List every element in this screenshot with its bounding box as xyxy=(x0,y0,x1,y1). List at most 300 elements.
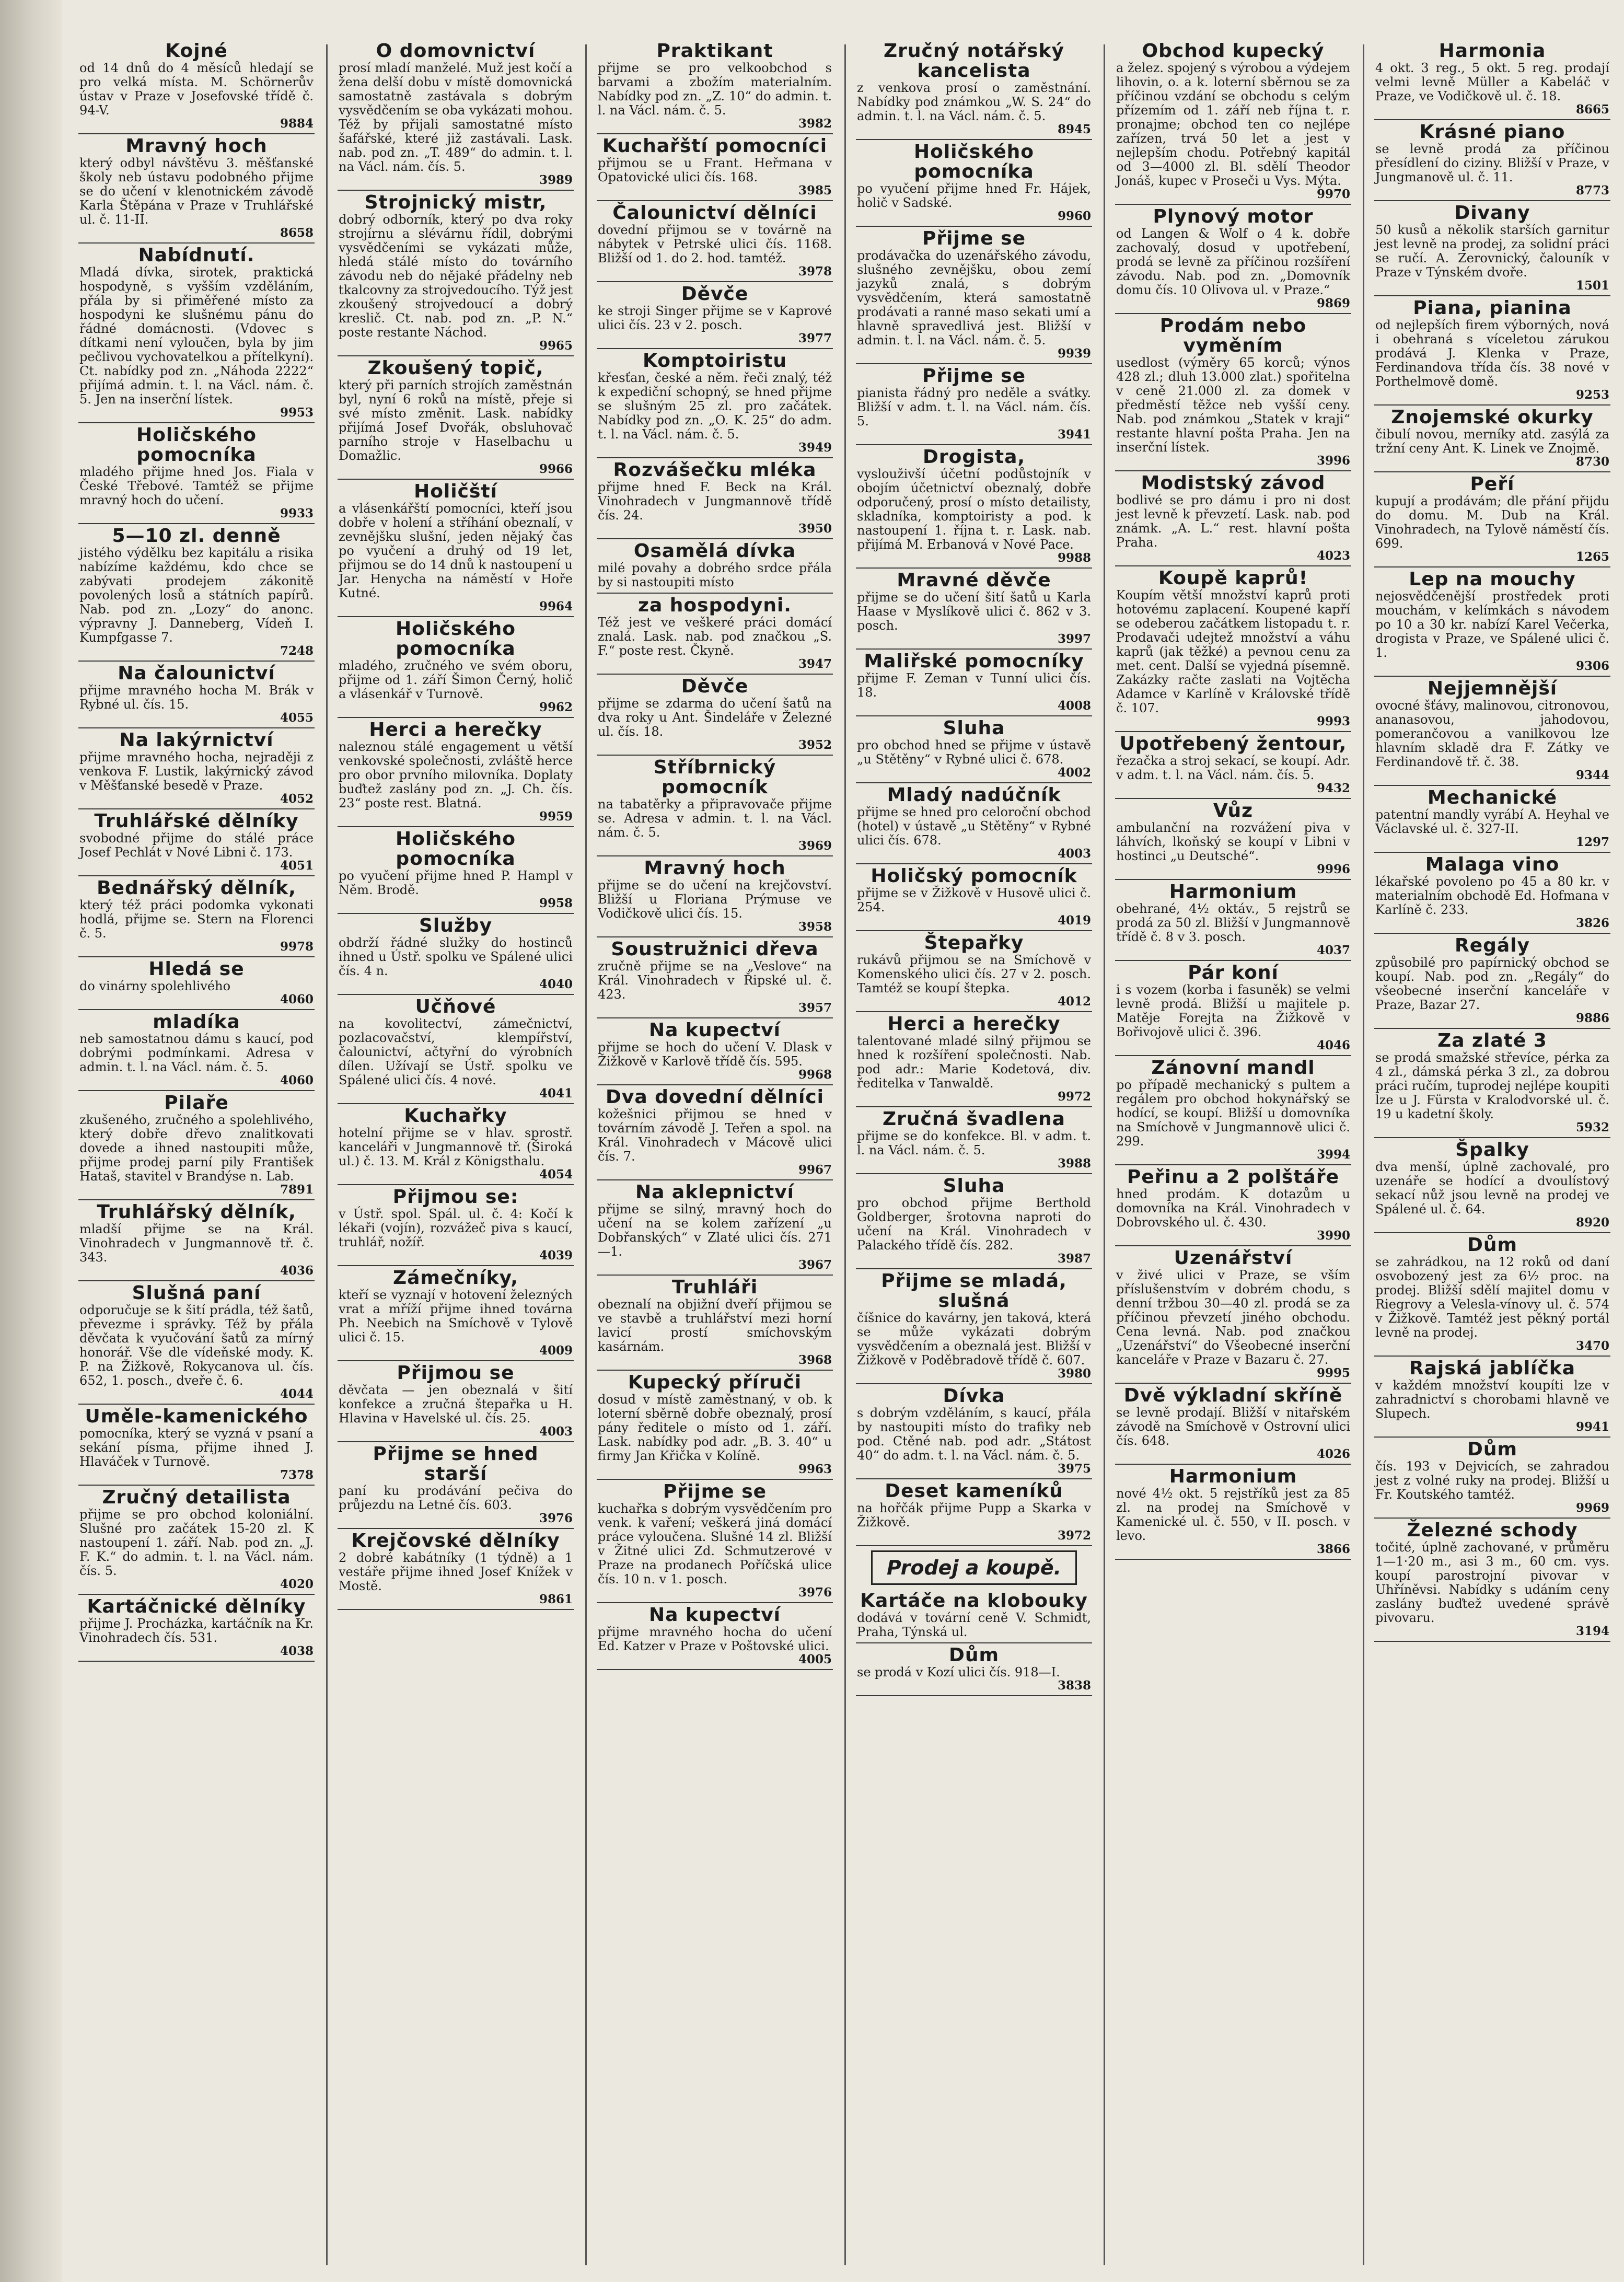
ad-number: 1265 xyxy=(1575,550,1609,564)
ad-heading: mladíka xyxy=(153,1011,240,1033)
ad-heading: Maliřské pomocníky xyxy=(864,651,1084,672)
ad-heading: Holičští xyxy=(414,481,497,502)
ad-number: 3972 xyxy=(1057,1528,1091,1543)
ad-heading: Zručný notářský kancelista xyxy=(884,40,1064,82)
ad-text: v každém množství koupíti lze v zahradnictví s chorobami hlavně ve Slupech. xyxy=(1375,1378,1609,1421)
classified-ad xyxy=(78,1281,315,1405)
ad-text: přijme hned F. Beck na Král. Vinohradech v Jungmannově třídě čís. 24. xyxy=(598,480,832,523)
ad-heading: Sluha xyxy=(943,717,1005,739)
classified-ad xyxy=(1374,1138,1610,1233)
ad-number: 4051 xyxy=(280,859,314,873)
ad-number: 3976 xyxy=(539,1511,573,1525)
classified-ad xyxy=(856,716,1092,783)
ad-text: se prodá smažské střevíce, pérka za 4 zl., dámská pérka 3 zl., za dobrou práci ručím, tuprodej nejlépe koupiti lze u J. Fürsta v Kralodvorské ul. č. 19 u kadetní školy. xyxy=(1375,1050,1609,1121)
ad-text: hotelní přijme se v hlav. sprostř. kanceláři v Jungmannově tř. (Široká ul.) č. 13. M. Král z Königsthalu. xyxy=(339,1126,573,1168)
ad-heading: Obchod kupecký xyxy=(1142,40,1325,62)
ad-number: 4003 xyxy=(1057,847,1091,861)
ad-heading: Piana, pianina xyxy=(1413,297,1572,319)
ad-number: 4020 xyxy=(280,1577,314,1591)
classified-ad xyxy=(1374,201,1610,296)
ad-heading: Čalounictví dělníci xyxy=(612,202,817,224)
ad-heading: Peřinu a 2 polštáře xyxy=(1127,1166,1340,1188)
ad-number: 3997 xyxy=(1057,632,1091,646)
ad-text: rukávů přijmou se na Smíchově v Komenského ulici čís. 27 v 2. posch. Tamtéž se koupí štepka. xyxy=(857,953,1091,995)
ad-text: děvčata — jen obeznalá v šití konfekce a zručná štepařka u H. Hlavina v Havelské ul. čís. 25. xyxy=(339,1383,573,1426)
classified-ad xyxy=(338,39,574,191)
ad-heading: Regály xyxy=(1454,935,1530,956)
ad-number: 8730 xyxy=(1575,455,1609,469)
ad-heading: Kojné xyxy=(165,40,228,62)
ad-text: jistého výdělku bez kapitálu a risika nabízíme každému, kdo chce se zabývati prodejem zákonitě povolených losů a státních papírů. Nab. pod zn. „Lozy“ do anonc. výpravny J. Danneberg, Vídeň I. Kumpfgasse 7. xyxy=(79,546,314,645)
ad-number: 9988 xyxy=(1057,551,1091,565)
ad-number: 3968 xyxy=(798,1353,832,1367)
ad-number: 3958 xyxy=(798,920,832,934)
ad-text: bodlivé se pro dámu i pro ni dost jest levně k převzetí. Lask. nab. pod známk. „A. L.“ rest. hlavní pošta Praha. xyxy=(1116,493,1350,550)
ad-text: přijme mravného hocha, nejraději z venkova F. Lustik, lakýrnický závod v Měšťanské besedě v Praze. xyxy=(79,750,314,793)
ad-heading: Sluha xyxy=(943,1175,1005,1197)
ad-text: od 14 dnů do 4 měsíců hledají se pro velká místa. M. Schörnerův ústav v Praze v Josefovské třídě č. 94-V. xyxy=(79,61,314,118)
ad-text: přijme se pro velkoobchod s barvami a zbožím materialním. Nabídky pod zn. „Z. 10“ do admin. t. l. na Václ. nám. č. 5. xyxy=(598,61,832,118)
ad-number: 9995 xyxy=(1316,1366,1350,1380)
ad-number: 9953 xyxy=(280,406,314,420)
ad-heading: Přijme se xyxy=(663,1481,767,1502)
page-binding-edge xyxy=(0,0,62,2282)
classified-ad xyxy=(1115,799,1351,880)
classified-ad xyxy=(856,140,1092,227)
classified-ad xyxy=(1115,1384,1351,1465)
ad-text: a vlásenkářští pomocníci, kteří jsou dobře v holení a stříhání obeznalí, v zevnějšku slušní, jeden nějaký čas po vyučení a druhý od 19 let, přijmou se do 14 dnů k nastoupení u Jar. Henycha na náměstí v Hoře Kutné. xyxy=(339,501,573,600)
ad-number: 1501 xyxy=(1575,279,1609,293)
ad-number: 3988 xyxy=(1057,1156,1091,1171)
ad-text: s dobrým vzděláním, s kaucí, přála by nastoupiti místo do trafiky neb pod. Ctěné nab. pod adr. „Státost 40“ do adm. t. l. na Václ. nám. č. 5. xyxy=(857,1406,1091,1463)
ad-text: kupují a prodávám; dle přání přijdu do domu. M. Dub na Král. Vinohradech, na Tylově náměstí čís. 699. xyxy=(1375,494,1609,551)
classified-ad xyxy=(338,1442,574,1529)
ad-text: pro obchod přijme Berthold Goldberger, šrotovna naproti do učení na Král. Vinohradech v Palackého třídě čís. 282. xyxy=(857,1196,1091,1253)
ad-text: v Ústř. spol. Spál. ul. č. 4: Kočí k lékaři (vojín), rozvážeč piva s kaucí, truhlář, nožíř. xyxy=(339,1207,573,1249)
ad-heading: Kartáče na klobouky xyxy=(860,1590,1088,1612)
ad-number: 3980 xyxy=(1057,1366,1091,1381)
ad-number: 8658 xyxy=(280,226,314,240)
ad-text: který při parních strojích zaměstnán byl, nyní 6 roků na místě, přeje si své místo změnit. Lask. nabídky přijímá Josef Dvořák, obsluhovač parního stroje v Haselbachu u Domažlic. xyxy=(339,378,573,463)
ad-text: lékařské povoleno po 45 a 80 kr. v materialním obchodě Ed. Hofmana v Karlíně č. 233. xyxy=(1375,874,1609,917)
classified-ad xyxy=(597,458,833,539)
ad-number: 9964 xyxy=(539,599,573,613)
ad-heading: Nabídnutí. xyxy=(138,245,255,266)
ad-text: se prodá v Kozí ulici čís. 918—I. xyxy=(857,1665,1060,1679)
classified-ad xyxy=(597,937,833,1018)
classified-ad xyxy=(1115,314,1351,471)
ad-number: 3985 xyxy=(798,183,832,198)
ad-text: číšnice do kavárny, jen taková, která se může vykázati dobrým vysvědčením a obeznalá jest. Bližší v Žižkově v Poděbradově třídě č. 607. xyxy=(857,1311,1091,1368)
classified-ad xyxy=(597,134,833,201)
classified-ad xyxy=(1374,296,1610,406)
ad-text: přijme se do učení na krejčovství. Bližší u Floriana Prýmuse ve Vodičkově ulici čís. 15. xyxy=(598,878,832,921)
ad-text: ke stroji Singer přijme se v Kaprové ulici čís. 23 v 2. posch. xyxy=(598,304,832,332)
ad-heading: Drogista, xyxy=(922,446,1026,468)
ad-text: nejosvědčenější prostředek proti mouchám, v kelímkách s návodem po 10 a 30 kr. nabízí Karel Večerka, drogista v Praze, ve Spálené ulici č. 1. xyxy=(1375,589,1609,660)
ad-number: 9886 xyxy=(1575,1011,1609,1025)
classified-ad xyxy=(597,282,833,349)
classified-ad xyxy=(78,39,315,134)
ad-number: 3967 xyxy=(798,1258,832,1272)
classified-ad xyxy=(856,445,1092,569)
ad-number: 3470 xyxy=(1575,1339,1609,1353)
ad-text: od nejlepších firem výborných, nová i obehraná s víceletou zárukou prodává J. Klenka v Praze, Ferdinandova třída čís. 38 nové v Porthelmově domě. xyxy=(1375,318,1609,389)
ad-text: Mladá dívka, sirotek, praktická hospodyně, s vyšším vzděláním, přála by si přiměřené místo za hospodyni ke slušnému pánu do řádné domácnosti. (Vdovec s dítkami není vyloučen, byla by jim pečlivou vychovatelkou a přítelkyní). Ct. nabídky pod zn. „Náhoda 2222“ přijímá admin. t. l. na Václ. nám. č. 5. Jen na inserční lístek. xyxy=(79,265,314,407)
classified-ad xyxy=(856,1269,1092,1384)
classified-ad xyxy=(1374,934,1610,1029)
ad-text: zkušeného, zručného a spolehlivého, který dobře dřevo znalitkovati dovede a ihned nastoupiti může, přijme prodej parní pily František Hataš, stavitel v Brandýse n. Lab. xyxy=(79,1113,314,1184)
ad-heading: Plynový motor xyxy=(1153,206,1314,227)
ad-number: 9966 xyxy=(539,462,573,476)
ad-heading: Rozvášečku mléka xyxy=(613,459,817,481)
ad-heading: Osamělá dívka xyxy=(633,540,796,562)
ad-heading: Dva dovední dělníci xyxy=(605,1086,824,1108)
ad-heading: Praktikant xyxy=(656,40,773,62)
classified-ad xyxy=(338,191,574,356)
ad-text: usedlost (výměry 65 korců; výnos 428 zl.; dluh 13.000 zlat.) spořitelna v ceně 21.000 zl. za domek v předměstí těžce neb vyšší ceny. Nab. pod známkou „Statek v kraji“ restante hlavní pošta Praha. Jen na inserční lístek. xyxy=(1116,355,1350,455)
classified-ad xyxy=(1115,1165,1351,1246)
ad-text: po případě mechanický s pultem a regálem pro obchod hokynářský se hodící, se koupí. Bližší u domovníka na Smíchově v Jungmannově ulici č. 299. xyxy=(1116,1078,1350,1149)
classified-ad xyxy=(1374,853,1610,934)
ad-number: 3949 xyxy=(798,441,832,455)
classified-ad xyxy=(1115,1465,1351,1560)
ad-text: pomocníka, který se vyzná v psaní a sekání písma, přijme ihned J. Hlaváček v Turnově. xyxy=(79,1426,314,1469)
ad-number: 3990 xyxy=(1316,1229,1350,1243)
ad-number: 9941 xyxy=(1575,1420,1609,1434)
ad-number: 9306 xyxy=(1575,659,1609,673)
ad-number: 4008 xyxy=(1057,699,1091,713)
ad-heading: Štepařky xyxy=(924,932,1024,954)
ad-text: kožešnici přijmou se hned v továrním závodě J. Teřen a spol. na Král. Vinohradech v Mácově ulici čís. 7. xyxy=(598,1107,832,1164)
ad-text: na kovolitectví, zámečnictví, pozlacovačství, klempířství, čalounictví, ačtyřní do výrobních dílen. Užívají se Ústř. spolku ve Spálené ulici čís. 4 nové. xyxy=(339,1016,573,1087)
ad-text: po vyučení přijme hned P. Hampl v Něm. Brodě. xyxy=(339,868,573,897)
ad-heading: Harmonium xyxy=(1169,881,1297,902)
ad-heading: Přijme se xyxy=(922,228,1026,249)
ad-number: 4055 xyxy=(280,711,314,725)
ad-heading: Pár koní xyxy=(1188,962,1279,983)
ad-text: mladého, zručného ve svém oboru, přijme od 1. září Šimon Černý, holič a vlásenkář v Turnově. xyxy=(339,658,573,701)
ad-number: 3976 xyxy=(798,1585,832,1600)
ad-heading: Nejjemnější xyxy=(1427,678,1558,699)
ad-number: 3978 xyxy=(798,264,832,279)
classified-ad xyxy=(597,39,833,134)
ad-number: 4019 xyxy=(1057,913,1091,928)
ad-text: 2 dobré kabátníky (1 týdně) a 1 vestáře přijme ihned Josef Knížek v Mostě. xyxy=(339,1550,573,1593)
ad-text: přijme mravného hocha do učení Ed. Katzer v Praze v Poštovské ulici. xyxy=(598,1625,832,1653)
ad-text: patentní mandly vyrábí A. Heyhal ve Václavské ul. č. 327-II. xyxy=(1375,807,1609,836)
classified-ad xyxy=(856,39,1092,140)
ad-text: přijme se do učení šití šatů u Karla Haase v Myslíkově ulici č. 862 v 3. posch. xyxy=(857,590,1091,633)
ad-text: ovocné šťávy, malinovou, citronovou, ananasovou, jahodovou, pomerančovou a vanilkovou lze hlavním skladě dra F. Zátky ve Ferdinandově tř. č. 38. xyxy=(1375,698,1609,769)
ad-number: 3969 xyxy=(798,839,832,853)
ad-number: 4026 xyxy=(1316,1447,1350,1461)
classified-ad xyxy=(78,1405,315,1486)
ad-number: 3950 xyxy=(798,522,832,536)
ad-text: čís. 193 v Dejvicích, se zahradou jest z volné ruky na prodej. Bližší u Fr. Koutského tamtéž. xyxy=(1375,1459,1609,1502)
ad-text: neb samostatnou dámu s kaucí, pod dobrými podmínkami. Adresa v admin. t. l. na Václ. nám. č. 5. xyxy=(79,1032,314,1074)
ad-number: 9861 xyxy=(539,1592,573,1606)
column-rule xyxy=(585,44,587,2265)
classified-ad xyxy=(1115,205,1351,314)
ad-number: 9968 xyxy=(798,1068,832,1082)
classified-ad xyxy=(856,1479,1092,1546)
ad-text: pianista řádný pro neděle a svátky. Bližší v adm. t. l. na Václ. nám. čís. 5. xyxy=(857,386,1091,428)
ad-number: 4052 xyxy=(280,792,314,806)
ad-heading: Bednářský dělník, xyxy=(97,877,296,899)
ad-text: pro obchod hned se přijme v ústavě „u Stětěny“ v Rybné ulici č. 678. xyxy=(857,738,1091,767)
ad-text: čibulí novou, merníky atd. zasýlá za tržní ceny Ant. K. Linek ve Znojmě. xyxy=(1375,427,1609,456)
ad-number: 3994 xyxy=(1316,1148,1350,1162)
ad-text: přijme J. Procházka, kartáčník na Kr. Vinohradech čís. 531. xyxy=(79,1616,314,1645)
ad-heading: za hospodyni. xyxy=(638,595,792,616)
ad-number: 7378 xyxy=(280,1468,314,1482)
ad-heading: Deset kameníků xyxy=(885,1480,1063,1502)
ad-text: dovední přijmou se v továrně na nábytek v Petrské ulici čís. 1168. Bližší od 1. do 2. hod. tamtéž. xyxy=(598,223,832,265)
section-banner: Prodej a koupě. xyxy=(871,1550,1077,1585)
classified-ad xyxy=(597,756,833,856)
ad-number: 4003 xyxy=(539,1424,573,1439)
classified-ad xyxy=(1374,786,1610,853)
ad-number: 8773 xyxy=(1575,183,1609,198)
ad-heading: Dům xyxy=(1467,1439,1518,1460)
classified-ad xyxy=(856,931,1092,1012)
classified-ad xyxy=(338,1266,574,1361)
ad-heading: Špalky xyxy=(1455,1139,1529,1161)
ad-heading: Na kupectví xyxy=(648,1604,781,1626)
ad-text: mladého přijme hned Jos. Fiala v České Třebové. Tamtéž se přijme mravný hoch do učení. xyxy=(79,465,314,507)
ad-number: 7891 xyxy=(280,1183,314,1197)
classified-ad xyxy=(338,995,574,1104)
ad-number: 9996 xyxy=(1316,862,1350,876)
ad-number: 4009 xyxy=(539,1343,573,1358)
classified-ad xyxy=(597,1480,833,1603)
ad-heading: Kuchařští pomocníci xyxy=(602,135,828,157)
classified-ad xyxy=(856,1589,1092,1643)
ad-number: 9962 xyxy=(539,700,573,714)
ad-number: 4046 xyxy=(1316,1038,1350,1052)
classified-ads-columns xyxy=(78,39,1612,2271)
ad-heading: Mravný hoch xyxy=(125,135,268,157)
ad-text: křesťan, české a něm. řeči znalý, též k expediční schopný, se hned přijme se slušným 25 zl. pro začátek. Nabídky pod zn. „O. K. 25“ do adm. t. l. na Václ. nám. č. 5. xyxy=(598,370,832,442)
ad-heading: Přijme se mladá, slušná xyxy=(881,1270,1067,1312)
ad-text: nové 4½ okt. 5 rejstříků jest za 85 zl. na prodej na Smíchově v Kamenické ul. č. 550, v II. posch. v levo. xyxy=(1116,1486,1350,1543)
column-rule xyxy=(1363,44,1364,2265)
ad-text: 50 kusů a několik starších garnitur jest levně na prodej, za solidní práci se ručí. A. Zerovnický, čalouník v Praze v Týnském dvoře. xyxy=(1375,223,1609,280)
ad-heading: Mravný hoch xyxy=(644,858,786,879)
ad-heading: Na aklepnictví xyxy=(635,1181,795,1203)
classified-ad xyxy=(338,827,574,914)
ad-heading: Zánovní mandl xyxy=(1151,1057,1315,1079)
ad-column-1 xyxy=(78,39,315,2268)
ad-text: kuchařka s dobrým vysvědčením pro venk. k vaření; veškerá jiná domácí práce vyloučena. Slušné 14 zl. Bližší v Žitné ulici Zd. Schmutzerové v Praze na prodanech Poříčská ulice čís. 10 n. v 1. posch. xyxy=(598,1501,832,1586)
ad-text: dva menší, úplně zachovalé, pro uzenáře se hodící a dvoulístový sekací nůž jsou levně na prodej ve Spálené ul. č. 64. xyxy=(1375,1160,1609,1217)
ad-text: přijme mravného hocha M. Brák v Rybné ul. čís. 15. xyxy=(79,683,314,712)
ad-heading: Strojnický mistr, xyxy=(364,192,547,213)
ad-number: 4060 xyxy=(280,1073,314,1087)
column-rule xyxy=(844,44,846,2265)
classified-ad xyxy=(597,675,833,756)
classified-ad xyxy=(78,957,315,1010)
ad-heading: Kartáčnické dělníky xyxy=(87,1596,306,1617)
ad-heading: Divany xyxy=(1454,202,1530,224)
classified-ad xyxy=(597,1085,833,1180)
ad-number: 3957 xyxy=(798,1001,832,1015)
ad-text: přijme se v Žižkově v Husově ulici č. 254. xyxy=(857,886,1091,914)
ad-heading: Prodám nebo vyměním xyxy=(1159,315,1307,356)
classified-ad xyxy=(597,1371,833,1480)
ad-heading: Lep na mouchy xyxy=(1409,569,1576,590)
ad-heading: Přijme se hned starší xyxy=(373,1443,539,1485)
classified-ad xyxy=(1115,39,1351,205)
ad-number: 8665 xyxy=(1575,102,1609,117)
ad-number: 9959 xyxy=(539,809,573,824)
ad-heading: Krejčovské dělníky xyxy=(351,1530,560,1551)
classified-ad xyxy=(856,783,1092,864)
ad-heading: Truhláři xyxy=(671,1277,758,1298)
classified-ad xyxy=(338,1185,574,1266)
ad-heading: Modistský závod xyxy=(1141,472,1326,494)
ad-heading: Harmonium xyxy=(1169,1466,1297,1487)
ad-number: 3987 xyxy=(1057,1252,1091,1266)
ad-number: 3996 xyxy=(1316,454,1350,468)
ad-number: 3975 xyxy=(1057,1462,1091,1476)
ad-heading: Na lakýrnictví xyxy=(119,729,274,751)
classified-ad xyxy=(78,728,315,809)
ad-text: přijme se silný, mravný hoch do učení na se kolem zařízení „u Dobřanských“ v Zlaté ulici čís. 271—1. xyxy=(598,1202,832,1259)
ad-text: který odbyl návštěvu 3. měšťanské školy neb ústavu podobného přijme se do učení v klenotnickém závodě Karla Štěpána v Praze v Truhlářské ul. č. 11-II. xyxy=(79,156,314,227)
ad-heading: Učňové xyxy=(415,996,496,1017)
column-rule xyxy=(326,44,328,2265)
ad-text: na tabatěrky a připravovače přijme se. Adresa v admin. t. l. na Václ. nám. č. 5. xyxy=(598,797,832,840)
ad-text: mladší přijme se na Král. Vinohradech v Jungmannově tř. č. 343. xyxy=(79,1222,314,1265)
classified-ad xyxy=(856,1174,1092,1269)
ad-text: talentované mladé silný přijmou se hned k rozšíření společnosti. Nab. pod adr.: Marie Kodetová, div. ředitelka v Tanwaldě. xyxy=(857,1034,1091,1091)
ad-text: se zahrádkou, na 12 roků od daní osvobozený jest za 6½ proc. na prodej. Bližší sdělí majitel domu v Riegrovy a Velesla-vínovy ul. č. 574 v Žižkově. Tamtéž jest pěkný portál levně na prodej. xyxy=(1375,1255,1609,1340)
classified-ad xyxy=(597,594,833,675)
ad-text: vyslouživší účetní podůstojník v obojím účetnictví obeznalý, dobře odporučený, prosí o místo detailisty, skladníka, komptoiristy a pod. k nastoupení 1. října t. r. Lask. nab. přijímá M. Erbanová v Nové Pace. xyxy=(857,467,1091,552)
ad-number: 7248 xyxy=(280,644,314,658)
ad-number: 4060 xyxy=(280,992,314,1006)
ad-heading: Herci a herečky xyxy=(887,1013,1061,1035)
ad-heading: Přijmou se xyxy=(397,1362,515,1384)
classified-ad xyxy=(78,1010,315,1091)
ad-heading: Vůz xyxy=(1213,800,1254,821)
ad-number: 9963 xyxy=(798,1462,832,1476)
ad-text: prodávačka do uzenářského závodu, slušného zevnějšku, obou zemí jazyků znalá, s dobrým vysvědčením, která samostatně prodávati a ranné maso sekati umí a hlavně spravedlivá jest. Bližší v admin. t. l. na Václ. nám. č. 5. xyxy=(857,248,1091,347)
classified-ad xyxy=(1115,732,1351,799)
ad-number: 3989 xyxy=(539,173,573,187)
classified-ad xyxy=(1374,1438,1610,1519)
ad-number: 3194 xyxy=(1575,1624,1609,1638)
classified-ad xyxy=(856,569,1092,650)
ad-number: 9344 xyxy=(1575,768,1609,782)
ad-number: 9253 xyxy=(1575,388,1609,402)
ad-number: 9972 xyxy=(1057,1090,1091,1104)
classified-ad xyxy=(78,244,315,423)
ad-text: od Langen & Wolf o 4 k. dobře zachovalý, dosud v upotřebení, prodá se levně za příčinou rozšíření závodu. Nab. pod zn. „Domovník domu čís. 10 Olivova ul. v Praze.“ xyxy=(1116,226,1350,297)
ad-heading: Upotřebený žentour, xyxy=(1119,733,1347,755)
ad-column-4 xyxy=(856,39,1092,2268)
ad-number: 4005 xyxy=(798,1652,832,1666)
ad-number: 9432 xyxy=(1316,781,1350,795)
classified-ad xyxy=(78,134,315,244)
ad-heading: Zkoušený topič, xyxy=(367,357,544,379)
ad-number: 9939 xyxy=(1057,346,1091,361)
ad-heading: Harmonia xyxy=(1439,40,1546,62)
ad-heading: Malaga vino xyxy=(1425,854,1560,875)
ad-heading: Stříbrnický pomocník xyxy=(653,757,776,798)
ad-heading: O domovnictví xyxy=(376,40,536,62)
ad-heading: Na kupectví xyxy=(648,1020,781,1041)
ad-column-5 xyxy=(1115,39,1351,2268)
ad-heading: Děvče xyxy=(681,283,749,305)
ad-text: se levně prodají. Bližší v nitařském závodě na Smíchově v Ostrovní ulici čís. 648. xyxy=(1116,1405,1350,1448)
ad-number: 3941 xyxy=(1057,427,1091,442)
ad-number: 4054 xyxy=(539,1167,573,1181)
ad-heading: Přijme se xyxy=(922,365,1026,387)
ad-heading: Kuchařky xyxy=(404,1105,507,1127)
classified-ad xyxy=(597,856,833,937)
ad-heading: Koupě kaprů! xyxy=(1158,567,1308,589)
classified-ad xyxy=(597,1276,833,1371)
classified-ad xyxy=(338,1361,574,1442)
classified-ad xyxy=(1374,567,1610,677)
ad-text: po vyučení přijme hned Fr. Hájek, holič v Sadské. xyxy=(857,181,1091,210)
ad-heading: Na čalounictví xyxy=(118,663,275,684)
classified-ad xyxy=(856,1643,1092,1696)
ad-number: 4044 xyxy=(280,1387,314,1401)
ad-heading: Truhlářský dělník, xyxy=(97,1201,296,1223)
ad-number: 3866 xyxy=(1316,1542,1350,1556)
classified-ad xyxy=(856,1012,1092,1107)
classified-ad xyxy=(78,662,315,728)
classified-ad xyxy=(78,809,315,876)
ad-heading: Uzenářství xyxy=(1174,1247,1293,1269)
ad-column-3 xyxy=(597,39,833,2268)
classified-ad xyxy=(597,1603,833,1670)
ad-text: dosud v místě zaměstnaný, v ob. k loterní sběrně dobře obeznalý, prosí pány ředitele o místo od 1. září. Lask. nabídky pod adr. „B. 3. 40“ u firmy Jan Křička v Kolíně. xyxy=(598,1392,832,1463)
classified-ad xyxy=(1115,566,1351,732)
ad-text: i s vozem (korba i fasuněk) se velmi levně prodá. Bližší u majitele p. Matěje Forejta na Žižkově v Bořivojově ulici č. 396. xyxy=(1116,982,1350,1039)
classified-ad xyxy=(78,1091,315,1200)
ad-heading: Služby xyxy=(419,915,493,936)
ad-number: 9958 xyxy=(539,896,573,910)
ad-text: způsobilé pro papírnický obchod se koupí. Nab. pod zn. „Regály“ do všeobecné inserční kanceláře v Praze, Bazar 27. xyxy=(1375,955,1609,1012)
ad-heading: Dvě výkladní skříně xyxy=(1123,1385,1343,1406)
ad-heading: Slušná paní xyxy=(132,1282,261,1304)
ad-heading: Holičského pomocníka xyxy=(395,828,516,870)
ad-heading: Krásné piano xyxy=(1419,121,1565,143)
ad-heading: Železné schody xyxy=(1407,1520,1578,1541)
ad-text: zručně přijme se na „Veslove“ na Král. Vinohradech v Řipské ul. č. 423. xyxy=(598,959,832,1002)
classified-ad xyxy=(338,718,574,827)
ad-number: 3826 xyxy=(1575,916,1609,930)
classified-ad xyxy=(1374,472,1610,567)
ad-heading: Rajská jablíčka xyxy=(1409,1358,1576,1379)
classified-ad xyxy=(338,1104,574,1185)
ad-heading: Soustružnici dřeva xyxy=(611,939,819,960)
ad-number: 1297 xyxy=(1575,835,1609,849)
ad-number: 9993 xyxy=(1316,714,1350,728)
ad-text: který též práci podomka vykonati hodlá, přijme se. Stern na Florenci č. 5. xyxy=(79,898,314,941)
classified-ad xyxy=(1115,961,1351,1056)
ad-heading: Uměle-kamenického xyxy=(85,1406,308,1427)
ad-number: 9960 xyxy=(1057,209,1091,223)
ad-heading: Mechanické xyxy=(1427,787,1558,808)
ad-heading: Přijmou se: xyxy=(392,1186,519,1208)
ad-heading: Dům xyxy=(948,1644,1000,1666)
